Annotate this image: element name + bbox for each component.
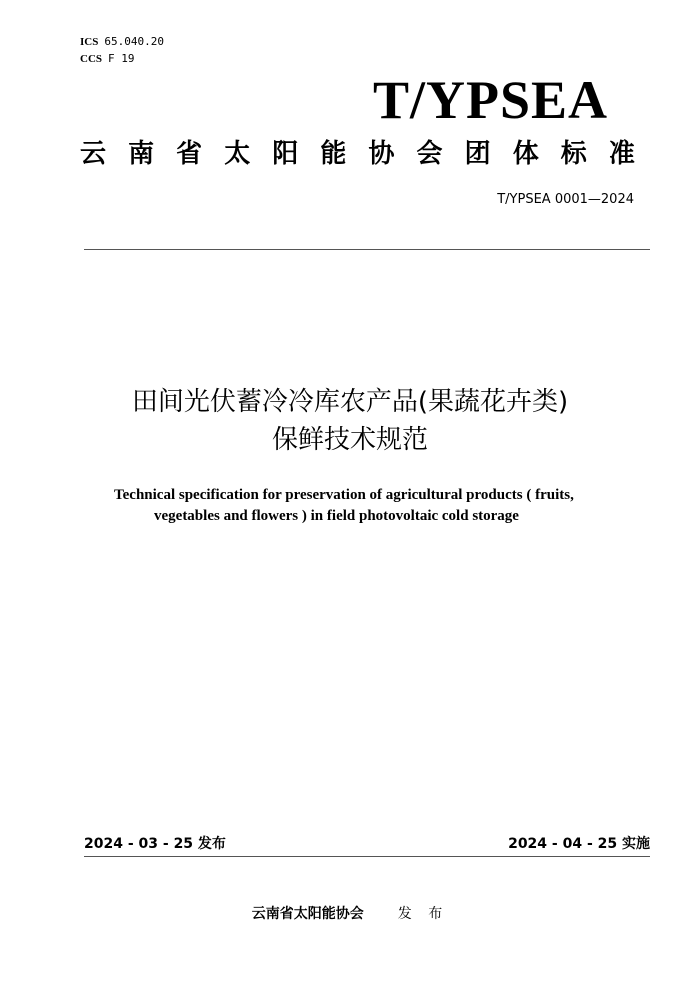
organization-standard-title xyxy=(80,136,635,172)
org-title-char: 云 xyxy=(80,139,107,169)
header-divider xyxy=(84,249,650,250)
ccs-code xyxy=(80,52,135,66)
standard-logo: T/YPSEA xyxy=(372,70,608,130)
org-title-char: 标 xyxy=(560,139,587,169)
org-title-char: 阳 xyxy=(272,139,299,169)
org-title-char: 能 xyxy=(320,139,347,169)
org-title-char: 太 xyxy=(224,139,251,169)
ccs-label: CCS xyxy=(80,53,103,65)
chinese-title-line-2: 保鲜技术规范 xyxy=(271,425,428,455)
ics-label: ICS xyxy=(80,36,99,48)
implementation-date: 2024 - 04 - 25 实施 xyxy=(508,836,650,852)
footer-divider xyxy=(84,856,650,857)
publisher-line xyxy=(0,904,700,924)
ics-code xyxy=(80,35,164,49)
org-title-char: 省 xyxy=(176,139,203,169)
org-title-char: 协 xyxy=(368,139,395,169)
ccs-value: F 19 xyxy=(108,52,135,65)
chinese-title-line-1: 田间光伏蓄冷冷库农产品(果蔬花卉类) xyxy=(131,387,569,417)
org-title-char: 会 xyxy=(416,139,443,169)
english-title-line-1: Technical specification for preservation of agricultural products ( fruits, xyxy=(114,487,574,503)
english-title xyxy=(114,485,644,527)
chinese-title xyxy=(0,383,700,459)
publisher-name: 云南省太阳能协会 xyxy=(251,906,364,922)
issue-date: 2024 - 03 - 25 发布 xyxy=(84,836,226,852)
publish-action: 发 布 xyxy=(397,906,449,922)
org-title-char: 体 xyxy=(512,139,539,169)
english-title-line-2: vegetables and flowers ) in field photovoltaic cold storage xyxy=(154,508,519,524)
standard-number: T/YPSEA 0001—2024 xyxy=(497,192,634,207)
org-title-char: 团 xyxy=(464,139,491,169)
org-title-char: 南 xyxy=(128,139,155,169)
ics-value: 65.040.20 xyxy=(104,35,164,48)
org-title-char: 准 xyxy=(608,139,635,169)
